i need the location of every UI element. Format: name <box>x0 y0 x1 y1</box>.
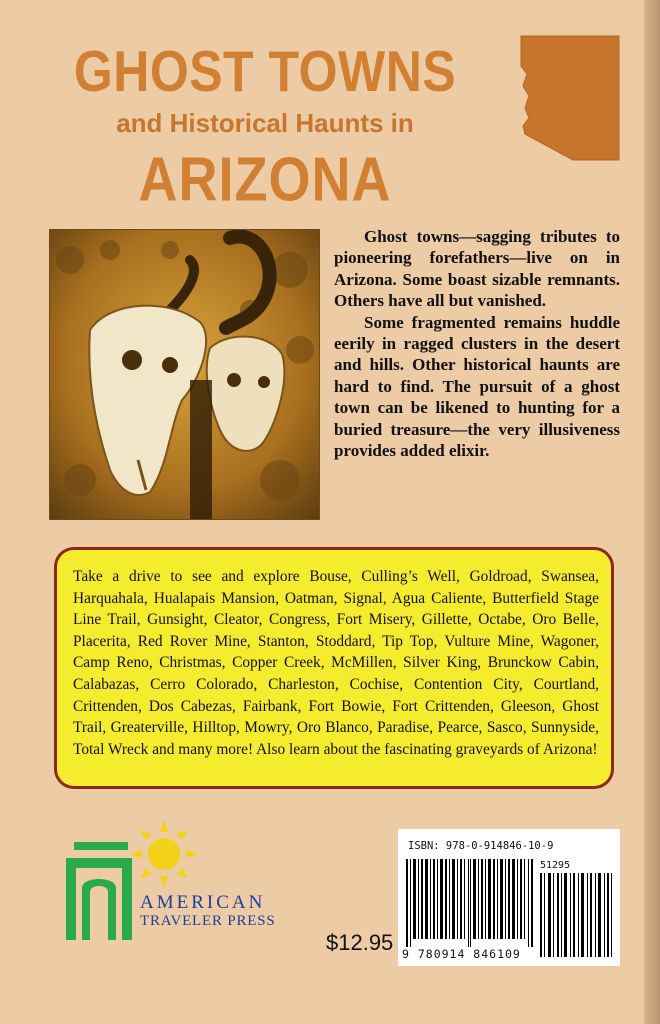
barcode-addon-icon <box>540 873 612 957</box>
publisher-name <box>140 893 276 931</box>
places-list-text: Take a drive to see and explore Bouse, Culling’s Well, Goldroad, Swansea, Harquahala, Hualapais Mansion, Oatman, Signal, Agua Caliente, Butterfield Stage Line Trail, Gunsight, Cleator, Congress, Fort Misery, Gillette, Octabe, Oro Belle, Placerita, Red Rover Mine, Stanton, Stoddard, Tip Top, Vulture Mine, Wagoner, Camp Reno, Christmas, Copper Creek, McMillen, Silver King, Brunckow Cabin, Calabazas, Cerro Colorado, Charleston, Cochise, Contention City, Courtland, Crittenden, Dos Cabezas, Fairbank, Fort Bowie, Fort Crittenden, Gleeson, Ghost Trail, Greaterville, Hilltop, Mowry, Oro Blanco, Paradise, Pearce, Sasco, Sunnyside, Total Wreck and many more! Also learn about the fascinating graveyards of Arizona! <box>73 568 599 758</box>
spine-edge <box>644 0 660 1024</box>
cattle-skulls-photo-icon <box>49 229 320 520</box>
barcode-main-icon <box>406 859 534 947</box>
description-text <box>334 226 620 461</box>
title-arizona: ARIZONA <box>138 145 392 215</box>
description-paragraph-1: Ghost towns—sagging tributes to pioneering forefathers—live on in Arizona. Some boast sizable remnants. Others have all but vanished. <box>334 227 620 311</box>
isbn-label: ISBN: 978-0-914846-10-9 <box>408 840 554 852</box>
places-callout-box <box>54 547 614 789</box>
publisher-name-line1: AMERICAN <box>140 892 266 913</box>
description-paragraph-2: Some fragmented remains huddle eerily in ragged clusters in the desert and hills. Other historical haunts are hard to find. The pursuit of a ghost town can be likened to hunting for a buried treasure—the very illusiveness provides added elixir. <box>334 312 620 461</box>
barcode-panel <box>398 829 620 966</box>
barcode-digits: 9 780914 846109 <box>402 947 521 961</box>
price-label: $12.95 <box>326 930 394 955</box>
arizona-map-icon <box>515 34 623 162</box>
price-code: 51295 <box>540 860 571 871</box>
title-ghost-towns: GHOST TOWNS <box>73 39 457 104</box>
publisher-name-line2: TRAVELER PRESS <box>140 913 276 929</box>
title-subtitle: and Historical Haunts in <box>116 108 414 138</box>
